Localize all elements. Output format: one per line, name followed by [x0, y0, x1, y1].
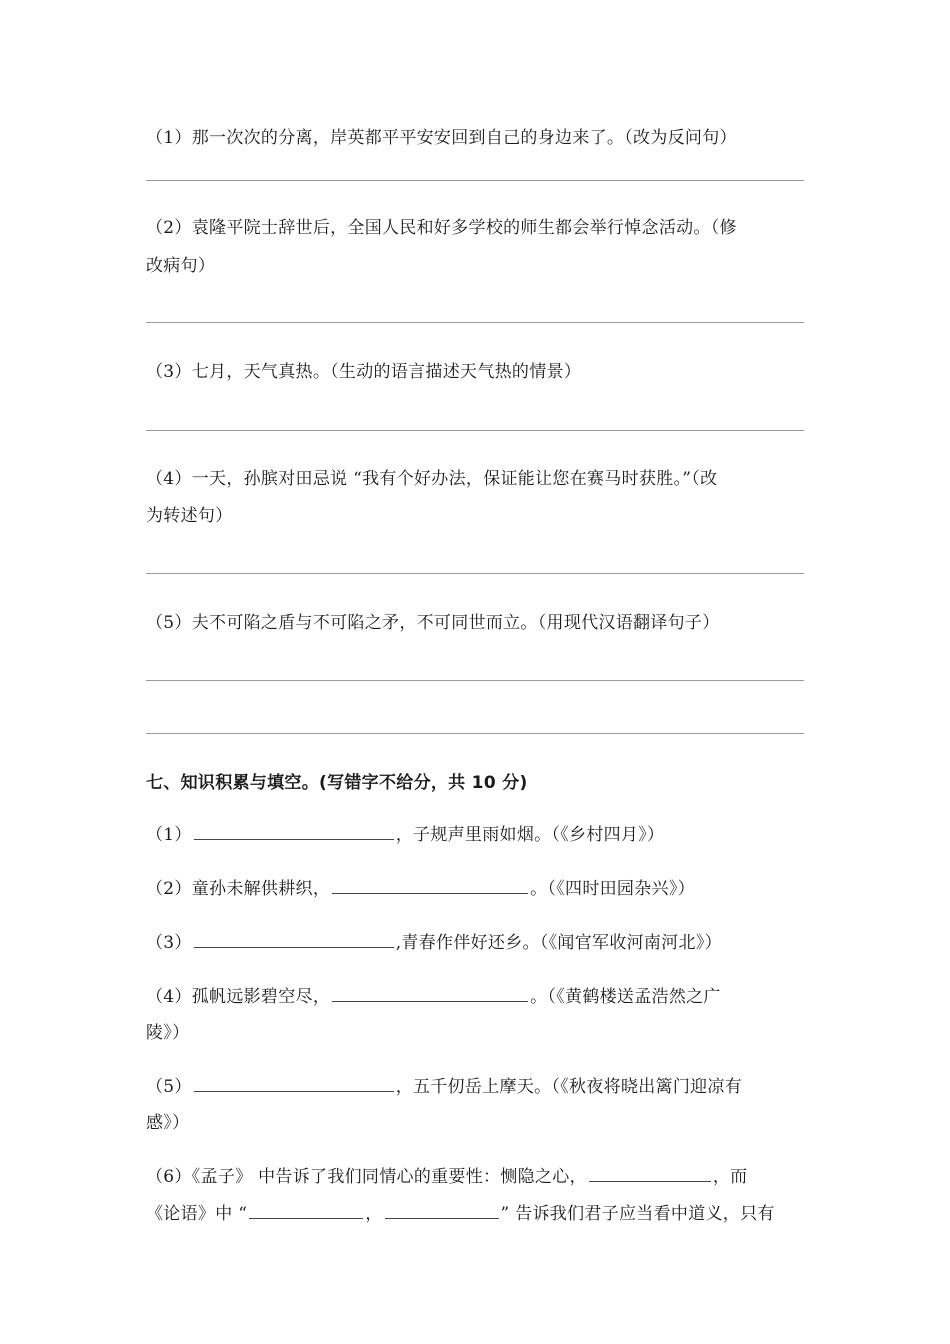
fill-2-post: 。（《四时田园杂兴》） — [530, 879, 695, 899]
fill-1-blank[interactable] — [194, 823, 394, 840]
fill-6-pre: （6）《孟子》 中告诉了我们同情心的重要性：恻隐之心， — [146, 1167, 587, 1187]
fill-6-line2-pre: 《论语》中 “ — [146, 1204, 248, 1224]
fill-6-line2 — [146, 1199, 775, 1224]
fill-3-post: ,青春作伴好还乡。（《闻官军收河南河北》） — [395, 933, 722, 953]
fill-2-pre: （2）童孙未解供耕织， — [146, 879, 331, 899]
fill-2-blank[interactable] — [332, 877, 528, 894]
question-2-line1: （2）袁隆平院士辞世后，全国人民和好多学校的师生都会举行悼念活动。（修 — [146, 218, 737, 238]
fill-6 — [146, 1162, 747, 1187]
fill-6-mid: ，而 — [712, 1167, 748, 1187]
answer-line-2[interactable] — [146, 322, 804, 323]
fill-3 — [146, 928, 722, 953]
fill-1 — [146, 820, 664, 845]
question-4-line2: 为转述句） — [146, 506, 233, 526]
fill-4-post: 。（《黄鹤楼送孟浩然之广 — [530, 987, 721, 1007]
answer-line-4[interactable] — [146, 573, 804, 574]
question-2-line2: 改病句） — [146, 256, 216, 276]
fill-3-pre: （3） — [146, 933, 192, 953]
fill-4-blank[interactable] — [332, 985, 528, 1002]
fill-4-pre: （4）孤帆远影碧空尽， — [146, 987, 331, 1007]
fill-6-line2-post: ” 告诉我们君子应当看中道义，只有 — [500, 1204, 775, 1224]
fill-6-blank-3[interactable] — [385, 1202, 499, 1219]
fill-5-pre: （5） — [146, 1077, 192, 1097]
answer-line-1[interactable] — [146, 180, 804, 181]
fill-1-pre: （1） — [146, 825, 192, 845]
fill-1-post: ，子规声里雨如烟。（《乡村四月》） — [395, 825, 665, 845]
fill-4 — [146, 982, 721, 1007]
fill-5 — [146, 1072, 742, 1097]
fill-5-post: ，五千仞岳上摩天。（《秋夜将晓出篱门迎凉有 — [395, 1077, 743, 1097]
fill-6-blank-1[interactable] — [589, 1165, 711, 1182]
answer-line-5b[interactable] — [146, 733, 804, 734]
fill-3-blank[interactable] — [194, 931, 394, 948]
question-4-line1: （4）一天，孙膑对田忌说 “我有个好办法，保证能让您在赛马时获胜。”（改 — [146, 469, 718, 489]
answer-line-3[interactable] — [146, 430, 804, 431]
fill-4-line2: 陵》） — [146, 1023, 190, 1043]
fill-6-line2-sep: ， — [365, 1204, 383, 1224]
section-7-title: 七、知识积累与填空。(写错字不给分，共 10 分) — [146, 773, 528, 793]
answer-line-5a[interactable] — [146, 680, 804, 681]
question-1: （1）那一次次的分离，岸英都平平安安回到自己的身边来了。（改为反问句） — [146, 128, 737, 148]
fill-5-blank[interactable] — [194, 1075, 394, 1092]
fill-2 — [146, 874, 695, 899]
fill-6-blank-2[interactable] — [249, 1202, 363, 1219]
fill-5-line2: 感》） — [146, 1113, 190, 1133]
question-5: （5）夫不可陷之盾与不可陷之矛，不可同世而立。（用现代汉语翻译句子） — [146, 613, 720, 633]
question-3: （3）七月，天气真热。（生动的语言描述天气热的情景） — [146, 362, 582, 382]
